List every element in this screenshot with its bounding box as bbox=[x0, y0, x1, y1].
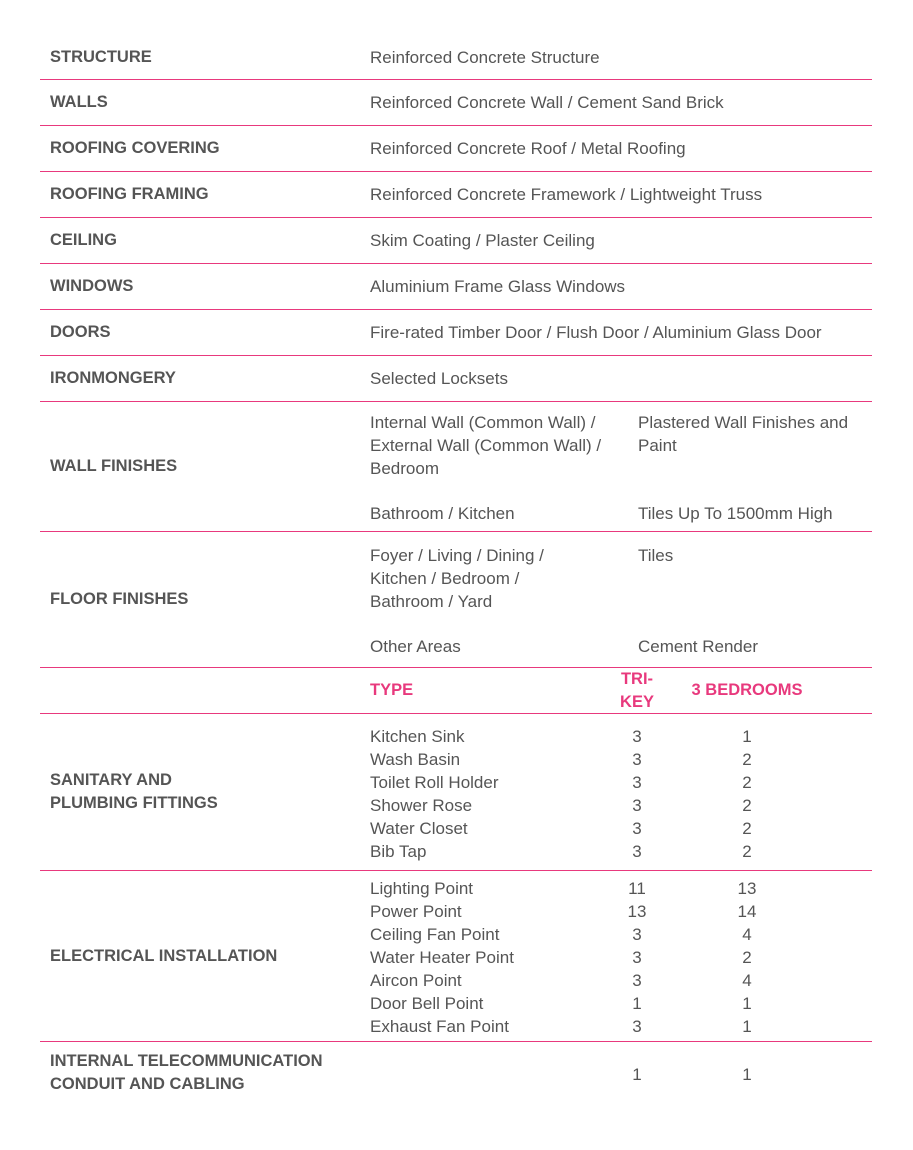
item-3-bedrooms: 4 bbox=[742, 971, 752, 990]
spec-value: Aluminium Frame Glass Windows bbox=[370, 277, 626, 296]
item-type: Shower Rose bbox=[370, 796, 473, 815]
list-item bbox=[370, 794, 872, 817]
item-3-bedrooms: 1 bbox=[742, 1064, 752, 1084]
spec-row-roofing-framing bbox=[40, 172, 872, 218]
spec-row-floor-finishes bbox=[40, 532, 872, 668]
item-3-bedrooms: 13 bbox=[737, 879, 757, 898]
list-item bbox=[370, 877, 872, 900]
item-type: Wash Basin bbox=[370, 750, 461, 769]
spec-label: WINDOWS bbox=[50, 277, 134, 295]
spec-label-line: INTERNAL TELECOMMUNICATION bbox=[50, 1052, 323, 1070]
finish-entry bbox=[370, 411, 872, 480]
list-item bbox=[370, 900, 872, 923]
fittings-list bbox=[370, 714, 872, 870]
spec-label: FLOOR FINISHES bbox=[50, 590, 189, 608]
item-tri-key: 13 bbox=[627, 902, 647, 921]
finish-area: Bathroom / Kitchen bbox=[370, 504, 515, 523]
finish-area: Foyer / Living / Dining / Kitchen / Bedroom / Bathroom / Yard bbox=[370, 546, 544, 611]
spec-row-roofing-covering bbox=[40, 126, 872, 172]
finish-entry bbox=[370, 635, 872, 658]
spec-row-sanitary bbox=[40, 714, 872, 871]
item-type: Toilet Roll Holder bbox=[370, 773, 499, 792]
spec-label: WALLS bbox=[50, 93, 108, 111]
spec-row-doors bbox=[40, 310, 872, 356]
item-3-bedrooms: 2 bbox=[742, 773, 752, 792]
item-3-bedrooms: 2 bbox=[742, 796, 752, 815]
item-3-bedrooms: 1 bbox=[742, 994, 752, 1013]
finish-material: Tiles Up To 1500mm High bbox=[638, 504, 833, 523]
spec-row-walls bbox=[40, 80, 872, 126]
item-3-bedrooms: 2 bbox=[742, 750, 752, 769]
spec-label-line: CONDUIT AND CABLING bbox=[50, 1075, 245, 1093]
finish-material: Tiles bbox=[638, 546, 674, 565]
item-tri-key: 11 bbox=[628, 879, 646, 898]
fittings-list bbox=[370, 871, 872, 1041]
item-3-bedrooms: 2 bbox=[742, 842, 752, 861]
list-item bbox=[370, 946, 872, 969]
finish-area: Other Areas bbox=[370, 637, 461, 656]
finish-list bbox=[370, 532, 872, 667]
header-tri-key: TRI-KEY bbox=[620, 669, 654, 711]
item-type: Water Closet bbox=[370, 819, 468, 838]
spec-row-wall-finishes bbox=[40, 402, 872, 532]
item-type: Water Heater Point bbox=[370, 948, 514, 967]
item-tri-key: 3 bbox=[632, 1017, 642, 1036]
list-item bbox=[370, 923, 872, 946]
item-tri-key: 1 bbox=[632, 994, 642, 1013]
spec-label: DOORS bbox=[50, 323, 111, 341]
item-tri-key: 3 bbox=[632, 948, 642, 967]
spec-label bbox=[40, 1042, 370, 1104]
spec-label: ROOFING FRAMING bbox=[50, 185, 209, 203]
item-tri-key: 3 bbox=[632, 796, 642, 815]
list-item bbox=[370, 725, 872, 748]
item-type: Aircon Point bbox=[370, 971, 462, 990]
spec-value: Reinforced Concrete Structure bbox=[370, 48, 600, 67]
item-tri-key: 3 bbox=[632, 727, 642, 746]
spec-label: ELECTRICAL INSTALLATION bbox=[50, 946, 278, 965]
finish-entry bbox=[370, 544, 872, 613]
header-type: TYPE bbox=[370, 681, 414, 699]
list-item bbox=[370, 771, 872, 794]
fittings-header-row bbox=[40, 668, 872, 714]
spec-row-ceiling bbox=[40, 218, 872, 264]
spec-label: ROOFING COVERING bbox=[50, 139, 220, 157]
spec-label: CEILING bbox=[50, 231, 117, 249]
spec-row-ironmongery bbox=[40, 356, 872, 402]
finish-area: Internal Wall (Common Wall) / External Wall (Common Wall) / Bedroom bbox=[370, 413, 602, 478]
spec-row-windows bbox=[40, 264, 872, 310]
item-tri-key: 3 bbox=[632, 750, 642, 769]
item-3-bedrooms: 14 bbox=[737, 902, 757, 921]
spec-value: Reinforced Concrete Framework / Lightweight Truss bbox=[370, 185, 763, 204]
item-type: Exhaust Fan Point bbox=[370, 1017, 509, 1036]
spec-value: Skim Coating / Plaster Ceiling bbox=[370, 231, 595, 250]
item-type: Power Point bbox=[370, 902, 462, 921]
list-item bbox=[370, 840, 872, 863]
list-item bbox=[370, 1015, 872, 1038]
list-item bbox=[370, 992, 872, 1015]
item-3-bedrooms: 2 bbox=[742, 819, 752, 838]
spec-value: Reinforced Concrete Wall / Cement Sand Brick bbox=[370, 93, 724, 112]
finish-list bbox=[370, 402, 872, 531]
item-tri-key: 3 bbox=[632, 819, 642, 838]
finish-material: Cement Render bbox=[638, 637, 759, 656]
spec-row-structure bbox=[40, 36, 872, 80]
finish-material: Plastered Wall Finishes and Paint bbox=[638, 413, 849, 455]
spec-value: Fire-rated Timber Door / Flush Door / Aluminium Glass Door bbox=[370, 323, 822, 342]
item-3-bedrooms: 2 bbox=[742, 948, 752, 967]
fittings-header bbox=[370, 668, 872, 713]
specification-table bbox=[40, 36, 872, 1104]
item-3-bedrooms: 1 bbox=[742, 727, 752, 746]
item-3-bedrooms: 4 bbox=[742, 925, 752, 944]
list-item bbox=[370, 969, 872, 992]
item-type: Ceiling Fan Point bbox=[370, 925, 500, 944]
finish-entry bbox=[370, 502, 872, 525]
spec-label: STRUCTURE bbox=[50, 48, 152, 66]
item-tri-key: 3 bbox=[632, 773, 642, 792]
item-type: Door Bell Point bbox=[370, 994, 484, 1013]
item-tri-key: 3 bbox=[632, 842, 642, 861]
spec-label: IRONMONGERY bbox=[50, 369, 176, 387]
item-tri-key: 3 bbox=[632, 925, 642, 944]
item-3-bedrooms: 1 bbox=[742, 1017, 752, 1036]
spec-row-telecom bbox=[40, 1042, 872, 1104]
spec-label: SANITARY AND PLUMBING FITTINGS bbox=[50, 771, 218, 812]
header-3-bedrooms: 3 BEDROOMS bbox=[691, 681, 803, 699]
item-tri-key: 1 bbox=[632, 1064, 642, 1084]
item-type: Lighting Point bbox=[370, 879, 474, 898]
item-type: Kitchen Sink bbox=[370, 727, 465, 746]
list-item bbox=[370, 748, 872, 771]
fittings-values bbox=[370, 1042, 872, 1104]
item-type: Bib Tap bbox=[370, 842, 427, 861]
spec-value: Reinforced Concrete Roof / Metal Roofing bbox=[370, 139, 686, 158]
item-tri-key: 3 bbox=[632, 971, 642, 990]
empty-label bbox=[40, 668, 370, 713]
spec-label: WALL FINISHES bbox=[50, 457, 178, 475]
spec-value: Selected Locksets bbox=[370, 369, 508, 388]
list-item bbox=[370, 817, 872, 840]
spec-row-electrical bbox=[40, 871, 872, 1042]
